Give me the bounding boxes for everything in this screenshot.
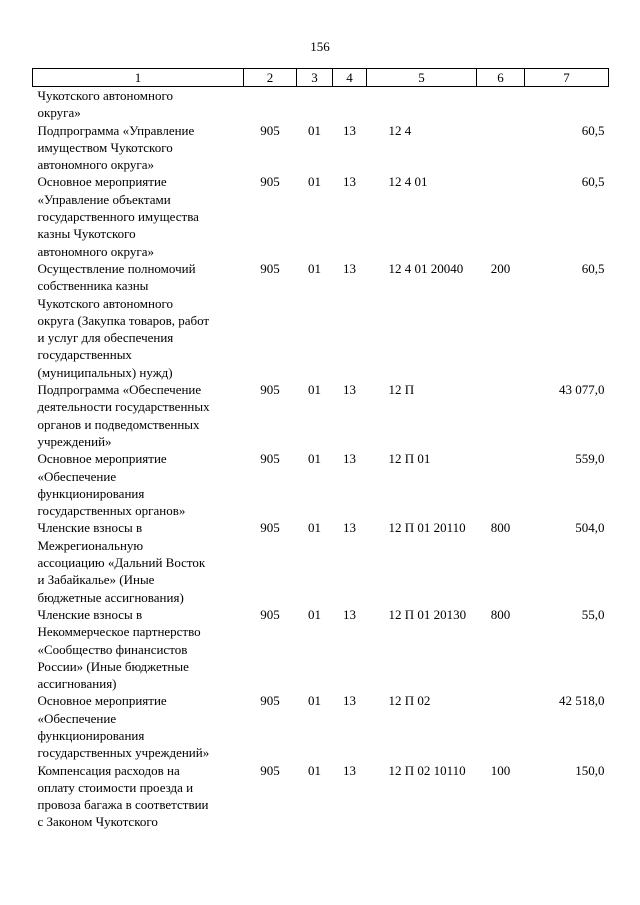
cell-amount: 504,0 — [575, 520, 605, 536]
cell-target-article: 12 П 02 — [388, 693, 431, 709]
name-line: автономного округа» — [37, 243, 154, 259]
name-line: Осуществление полномочий — [37, 260, 196, 276]
name-line: провоза багажа в соответствии — [37, 797, 209, 813]
cell-grbs: 905 — [260, 606, 280, 622]
cell-section: 01 — [308, 174, 321, 190]
name-line: учреждений» — [37, 433, 112, 449]
budget-table — [32, 68, 609, 831]
name-line: «Управление объектами — [37, 191, 171, 207]
header-col-1: 1 — [33, 69, 244, 87]
table-row — [33, 381, 609, 450]
name-line: Членские взносы в — [37, 520, 143, 536]
name-line: ассоциацию «Дальний Восток — [37, 555, 206, 571]
cell-target-article: 12 П — [388, 382, 415, 398]
cell-amount: 559,0 — [575, 451, 605, 467]
cell-grbs: 905 — [260, 451, 280, 467]
cell-section: 01 — [308, 693, 321, 709]
cell-section: 01 — [308, 260, 321, 276]
cell-expense-type — [477, 173, 525, 259]
name-line: «Обеспечение — [37, 468, 117, 484]
name-line: государственных органов» — [37, 503, 186, 519]
cell-target-article — [367, 87, 477, 122]
name-line: округа» — [37, 105, 81, 121]
page-number: 156 — [310, 39, 330, 54]
cell-target-article: 12 4 01 — [388, 174, 428, 190]
cell-subsection: 13 — [343, 520, 356, 536]
table-row — [33, 87, 609, 122]
name-line: государственного имущества — [37, 209, 199, 225]
name-line: Подпрограмма «Управление — [37, 122, 195, 138]
name-line: функционирования — [37, 485, 145, 501]
name-line: функционирования — [37, 727, 145, 743]
cell-section: 01 — [308, 382, 321, 398]
table-row — [33, 692, 609, 761]
name-line: Основное мероприятие — [37, 451, 167, 467]
cell-target-article: 12 П 01 20130 — [388, 606, 467, 622]
name-line: ассигнования) — [37, 676, 117, 692]
table-row — [33, 260, 609, 381]
name-line: и услуг для обеспечения — [37, 330, 174, 346]
cell-expense-type: 200 — [490, 260, 511, 276]
name-line: автономного округа» — [37, 157, 154, 173]
cell-expense-type — [477, 87, 525, 122]
cell-grbs: 905 — [260, 762, 280, 778]
name-line: «Сообщество финансистов — [37, 641, 188, 657]
cell-expense-type — [477, 450, 525, 519]
name-line: «Обеспечение — [37, 710, 117, 726]
cell-target-article: 12 4 01 20040 — [388, 260, 464, 276]
name-line: собственника казны — [37, 278, 149, 294]
cell-name — [33, 762, 244, 831]
cell-grbs: 905 — [260, 693, 280, 709]
cell-name — [33, 122, 244, 174]
cell-amount: 42 518,0 — [559, 693, 605, 709]
cell-name — [33, 173, 244, 259]
cell-subsection: 13 — [343, 762, 356, 778]
cell-expense-type — [477, 381, 525, 450]
name-line: бюджетные ассигнования) — [37, 589, 184, 605]
name-line: Чукотского автономного — [37, 88, 173, 103]
cell-subsection: 13 — [343, 382, 356, 398]
cell-subsection: 13 — [343, 606, 356, 622]
cell-amount: 55,0 — [581, 606, 605, 622]
cell-name — [33, 381, 244, 450]
cell-amount: 60,5 — [581, 260, 605, 276]
name-line: органов и подведомственных — [37, 416, 200, 432]
header-col-3: 3 — [297, 69, 333, 87]
table-row — [33, 606, 609, 692]
table-header — [33, 69, 609, 87]
cell-grbs: 905 — [260, 174, 280, 190]
cell-name — [33, 87, 244, 122]
cell-grbs: 905 — [260, 520, 280, 536]
cell-amount — [525, 87, 609, 122]
cell-target-article: 12 П 01 20110 — [388, 520, 466, 536]
cell-amount: 60,5 — [581, 122, 605, 138]
name-line: Компенсация расходов на — [37, 762, 180, 778]
name-line: государственных — [37, 347, 132, 363]
header-col-4: 4 — [333, 69, 367, 87]
name-line: Подпрограмма «Обеспечение — [37, 382, 202, 398]
cell-grbs: 905 — [260, 260, 280, 276]
cell-target-article: 12 П 02 10110 — [388, 762, 466, 778]
cell-expense-type — [477, 692, 525, 761]
cell-expense-type: 800 — [490, 520, 511, 536]
header-row — [33, 69, 609, 87]
cell-subsection — [333, 87, 367, 122]
cell-amount: 60,5 — [581, 174, 605, 190]
cell-expense-type: 100 — [490, 762, 511, 778]
cell-name — [33, 606, 244, 692]
name-line: Чукотского автономного — [37, 295, 173, 311]
cell-section: 01 — [308, 606, 321, 622]
cell-amount: 43 077,0 — [559, 382, 605, 398]
name-line: Основное мероприятие — [37, 693, 167, 709]
name-line: с Законом Чукотского — [37, 814, 158, 830]
cell-subsection: 13 — [343, 693, 356, 709]
cell-amount: 150,0 — [575, 762, 605, 778]
cell-name — [33, 692, 244, 761]
cell-name — [33, 260, 244, 381]
cell-section — [297, 87, 333, 122]
table-row — [33, 173, 609, 259]
cell-subsection: 13 — [343, 451, 356, 467]
name-line: государственных учреждений» — [37, 745, 210, 761]
table-row — [33, 122, 609, 174]
name-line: Основное мероприятие — [37, 174, 167, 190]
cell-name — [33, 519, 244, 605]
table-row — [33, 762, 609, 831]
cell-name — [33, 450, 244, 519]
cell-target-article: 12 П 01 — [388, 451, 431, 467]
cell-section: 01 — [308, 122, 321, 138]
cell-expense-type: 800 — [490, 606, 511, 622]
header-col-2: 2 — [244, 69, 297, 87]
name-line: России» (Иные бюджетные — [37, 658, 189, 674]
name-line: Некоммерческое партнерство — [37, 624, 201, 640]
cell-expense-type — [477, 122, 525, 174]
name-line: оплату стоимости проезда и — [37, 779, 194, 795]
name-line: деятельности государственных — [37, 399, 210, 415]
cell-grbs: 905 — [260, 382, 280, 398]
table-row — [33, 519, 609, 605]
cell-subsection: 13 — [343, 174, 356, 190]
name-line: и Забайкалье» (Иные — [37, 572, 155, 588]
cell-target-article: 12 4 — [388, 122, 412, 138]
cell-grbs: 905 — [260, 122, 280, 138]
cell-grbs — [244, 87, 297, 122]
name-line: (муниципальных) нужд) — [37, 364, 173, 380]
name-line: Межрегиональную — [37, 537, 144, 553]
name-line: имуществом Чукотского — [37, 139, 173, 155]
cell-section: 01 — [308, 520, 321, 536]
name-line: казны Чукотского — [37, 226, 136, 242]
table-row — [33, 450, 609, 519]
table-body — [33, 87, 609, 831]
cell-section: 01 — [308, 451, 321, 467]
name-line: Членские взносы в — [37, 606, 143, 622]
cell-section: 01 — [308, 762, 321, 778]
header-col-5: 5 — [367, 69, 477, 87]
header-col-7: 7 — [525, 69, 609, 87]
cell-subsection: 13 — [343, 122, 356, 138]
cell-subsection: 13 — [343, 260, 356, 276]
header-col-6: 6 — [477, 69, 525, 87]
name-line: округа (Закупка товаров, работ — [37, 312, 210, 328]
